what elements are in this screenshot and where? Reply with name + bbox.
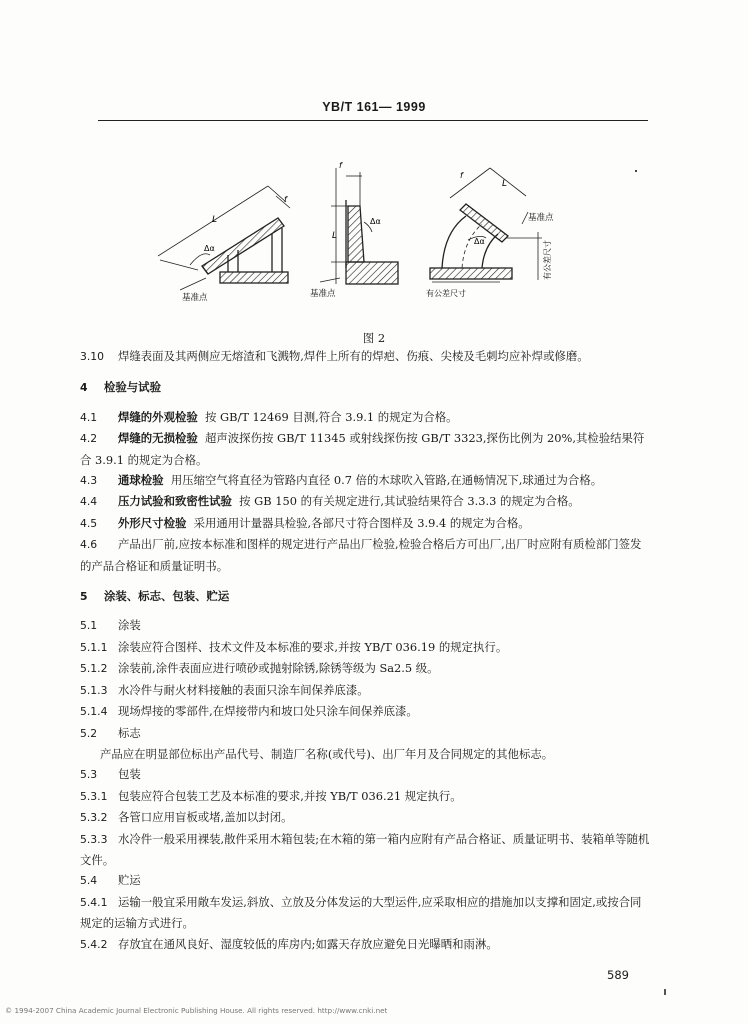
figure-2-drawing <box>150 150 590 330</box>
figure-2 <box>150 150 590 330</box>
clause-5-3: 5.3 包装 <box>80 767 141 782</box>
label-f-left: f <box>284 195 287 204</box>
label-datum-right: 基准点 <box>528 213 554 223</box>
clause-4-4: 4.4 压力试验和致密性试验 按 GB 150 的有关规定进行,其试验结果符合 3.3.3 的规定为合格。 <box>80 494 580 509</box>
figure-middle-view <box>320 168 398 284</box>
section-4-heading: 4 检验与试验 <box>80 380 161 395</box>
page-number: 589 <box>607 968 629 982</box>
label-delta-mid: Δα <box>370 217 381 226</box>
clause-4-3: 4.3 通球检验 用压缩空气将直径为管路内直径 0.7 倍的木球吹入管路,在通畅情况下,球通过为合格。 <box>80 473 603 488</box>
clause-5-3-3: 5.3.3 水冷件一般采用裸装,散件采用木箱包装;在木箱的第一箱内应附有产品合格证、质量证明书、装箱单等随机文件。 <box>80 831 650 867</box>
label-f-right: f <box>460 171 463 180</box>
clause-5-1: 5.1 涂装 <box>80 618 141 633</box>
label-size-horizontal: 有公差尺寸 <box>426 289 466 298</box>
document-body <box>80 346 650 955</box>
clause-4-1: 4.1 焊缝的外观检验 按 GB/T 12469 目测,符合 3.9.1 的规定为合格。 <box>80 409 458 424</box>
clause-5-1-4: 5.1.4 现场焊接的零部件,在焊接带内和坡口处只涂车间保养底漆。 <box>80 704 418 719</box>
label-delta-right: Δα <box>474 237 485 246</box>
clause-5-4-1: 5.4.1 运输一般宜采用敞车发运,斜放、立放及分体发运的大型运件,应采取相应的措施加以支撑和固定,或按合同规定的运输方式进行。 <box>80 894 642 931</box>
clause-5-4: 5.4 贮运 <box>80 873 141 888</box>
label-datum-mid: 基准点 <box>310 289 336 299</box>
clause-5-3-2: 5.3.2 各管口应用盲板或堵,盖加以封闭。 <box>80 810 293 825</box>
label-L-mid: L <box>332 231 338 241</box>
figure-right-view <box>430 168 542 282</box>
section-5-heading: 5 涂装、标志、包装、贮运 <box>80 589 230 604</box>
clause-4-5: 4.5 外形尺寸检验 采用通用计量器具检验,各部尺寸符合图样及 3.9.4 的规定为合格。 <box>80 515 530 530</box>
label-delta-left: Δα <box>204 244 215 253</box>
clause-5-1-2: 5.1.2 涂装前,涂件表面应进行喷砂或抛射除锈,除锈等级为 Sa2.5 级。 <box>80 661 439 676</box>
clause-5-3-1: 5.3.1 包装应符合包装工艺及本标准的要求,并按 YB/T 036.21 规定执行。 <box>80 788 462 803</box>
clause-5-2: 5.2 标志 <box>80 725 141 740</box>
label-size-vertical: 有公差尺寸 <box>543 240 552 280</box>
clause-5-4-2: 5.4.2 存放宜在通风良好、湿度较低的库房内;如露天存放应避免日光曝晒和雨淋。 <box>80 936 498 951</box>
header-rule <box>98 120 648 121</box>
scan-speck <box>635 170 637 172</box>
figure-left-view <box>158 186 290 290</box>
label-datum-left: 基准点 <box>182 293 208 303</box>
copyright-footer: © 1994-2007 China Academic Journal Electronic Publishing House. All rights reserved. http://www.cnki.net <box>5 1006 388 1015</box>
clause-4-6: 4.6 产品出厂前,应按本标准和图样的规定进行产品出厂检验,检验合格后方可出厂,出厂时应附有质检部门签发的产品合格证和质量证明书。 <box>80 537 642 573</box>
label-L-right: L <box>502 179 508 189</box>
clause-5-1-3: 5.1.3 水冷件与耐火材料接触的表面只涂车间保养底漆。 <box>80 682 369 697</box>
figure-caption: 图 2 <box>362 331 386 345</box>
label-f-mid: f <box>339 161 342 170</box>
scan-mark <box>664 989 666 995</box>
label-L-left: L <box>212 215 218 225</box>
clause-5-2-text: 产品应在明显部位标出产品代号、制造厂名称(或代号)、出厂年月及合同规定的其他标志。 <box>100 746 554 761</box>
page-header: YB/T 161— 1999 <box>322 100 426 114</box>
clause-4-2: 4.2 焊缝的无损检验 超声波探伤按 GB/T 11345 或射线探伤按 GB/T 3323,探伤比例为 20%,其检验结果符合 3.9.1 的规定为合格。 <box>80 431 645 467</box>
clause-3-10: 3.10 焊缝表面及其两侧应无熔渣和飞溅物,焊件上所有的焊疤、伤痕、尖棱及毛刺均应补焊或修磨。 <box>80 349 589 363</box>
clause-5-1-1: 5.1.1 涂装应符合图样、技术文件及本标准的要求,并按 YB/T 036.19 的规定执行。 <box>80 639 508 654</box>
